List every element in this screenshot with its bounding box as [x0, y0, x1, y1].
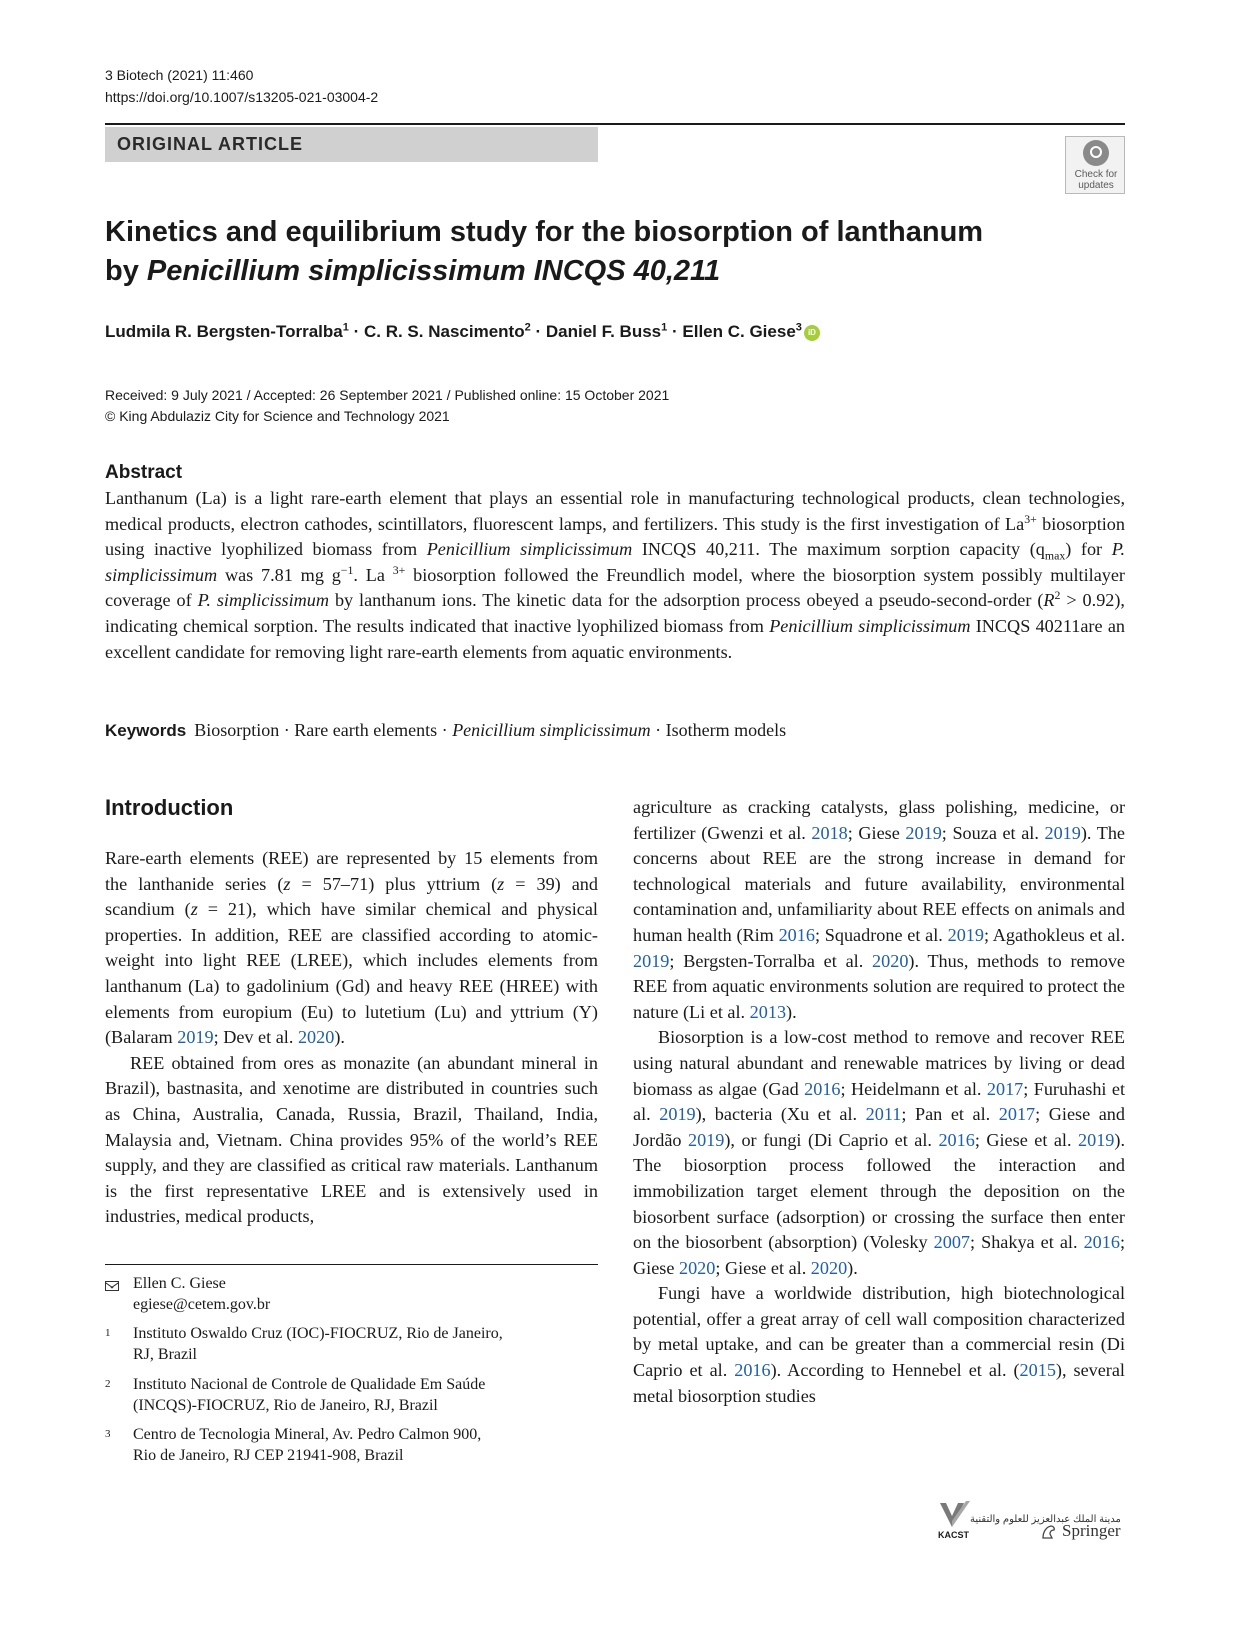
- abstract-body: Lanthanum (La) is a light rare-earth element that plays an essential role in manufacturing technological products, clean technologies, medical products, electron cathodes, scintillators, fluorescent lamps, and fertilizers. This study is the first investigation of $La^{3+}$ biosorption using inactive lyophilized biomass from Penicillium simplicissimum INCQS 40,211. The maximum sorption capacity $(q_{max})$ for P. simplicissimum was 7.81 mg $g^{-1}$. La $^{3+}$ biosorption followed the Freundlich model, where the biosorption system possibly multilayer coverage of P. simplicissimum by lanthanum ions. The kinetic data for the adsorption process obeyed a pseudo-second-order $(R^2 > 0.92)$, indicating chemical sorption. The results indicated that inactive lyophilized biomass from Penicillium simplicissimum INCQS 40211are an excellent candidate for removing light rare-earth elements from aquatic environments.: [105, 488, 1125, 662]
- copyright-line: © King Abdulaziz City for Science and Technology 2021: [105, 408, 450, 424]
- citation-link[interactable]: 2020: [872, 950, 909, 971]
- citation-link[interactable]: 2016: [1083, 1232, 1120, 1253]
- intro-paragraph-3: agriculture as cracking catalysts, glass polishing, medicine, or fertilizer (Gwenzi et al. 2018; Giese 2019; Souza et al. 2019). The concerns about REE are the strong increase in demand for technological materials and future availability, environmental contamination and, unfamiliarity about REE effects on animals and human health (Rim 2016; Squadrone et al. 2019; Agathokleus et al. 2019; Bergsten-Torralba et al. 2020). Thus, methods to remove REE from aquatic environments solution are required to protect the nature (Li et al. 2013).: [633, 797, 1125, 1022]
- citation-link[interactable]: 2007: [933, 1232, 970, 1253]
- keywords-label: Keywords: [105, 721, 187, 740]
- corresponding-email[interactable]: egiese@cetem.gov.br: [133, 1296, 271, 1313]
- check-for-updates-badge[interactable]: [1065, 136, 1125, 194]
- intro-column-right: [633, 795, 1125, 1409]
- citation-link[interactable]: 2019: [905, 822, 942, 843]
- publication-dates: [105, 385, 669, 427]
- citation-link[interactable]: 2016: [778, 924, 815, 945]
- citation-link[interactable]: 2018: [811, 822, 848, 843]
- intro-paragraph-2: REE obtained from ores as monazite (an abundant mineral in Brazil), bastnasita, and xenotime are distributed in countries such as China, Australia, Canada, Russia, Brazil, Thailand, India, Malaysia and, Vietnam. China provides 95% of the world’s REE supply, and they are classified as critical raw materials. Lanthanum is the first representative LREE and is extensively used in industries, medical products,: [105, 1052, 598, 1227]
- citation-link[interactable]: 2016: [734, 1360, 771, 1381]
- citation-link[interactable]: 2020: [678, 1257, 716, 1278]
- intro-paragraph-5: Fungi have a worldwide distribution, high biotechnological potential, offer a great array of cell wall composition characterized by metal uptake, and can be greater than a commercial resin (Di Caprio et al. 2016). According to Hennebel et al. (2015), several metal biosorption studies: [633, 1283, 1125, 1406]
- citation-link[interactable]: 2013: [749, 1001, 787, 1022]
- affiliation: 3 Centro de Tecnologia Mineral, Av. Pedro Calmon 900, Rio de Janeiro, RJ CEP 21941-908, Brazil: [105, 1426, 482, 1464]
- orcid-icon[interactable]: iD: [804, 325, 820, 341]
- citation-link[interactable]: 2019: [659, 1104, 696, 1125]
- kacst-arabic-name: مدينة الملك عبدالعزيز للعلوم والتقنية: [970, 1514, 1121, 1525]
- journal-meta: [105, 64, 378, 108]
- affiliation: 1 Instituto Oswaldo Cruz (IOC)-FIOCRUZ, Rio de Janeiro, RJ, Brazil: [105, 1325, 503, 1363]
- springer-horse-icon: [1040, 1523, 1058, 1541]
- check-updates-text-2: updates: [1078, 180, 1114, 191]
- title-species: Penicillium simplicissimum INCQS 40,211: [146, 255, 721, 287]
- citation-link[interactable]: 2011: [865, 1104, 902, 1125]
- intro-paragraph-4: Biosorption is a low-cost method to remove and recover REE using natural abundant and renewable matrices by living or dead biomass as algae (Gad 2016; Heidelmann et al. 2017; Furuhashi et al. 2019), bacteria (Xu et al. 2011; Pan et al. 2017; Giese and Jordão 2019), or fungi (Di Caprio et al. 2016; Giese et al. 2019). The biosorption process followed the interaction and immobilization target element through the deposition on the biosorbent surface (adsorption) or crossing the surface then enter on the biosorbent (absorption) (Volesky 2007; Shakya et al. 2016; Giese 2020; Giese et al. 2020).: [633, 1027, 1125, 1278]
- citation-link[interactable]: 2016: [938, 1129, 975, 1150]
- article-type-label: ORIGINAL ARTICLE: [117, 134, 303, 154]
- article-type-banner: [105, 127, 598, 162]
- intro-column-left: [105, 846, 598, 1230]
- author[interactable]: Daniel F. Buss: [545, 322, 662, 341]
- check-updates-icon: [1083, 140, 1109, 166]
- corresponding-author: [133, 1273, 270, 1315]
- author[interactable]: Ludmila R. Bergsten-Torralba: [105, 322, 343, 341]
- citation-link[interactable]: 2019: [1044, 822, 1081, 843]
- footnote-rule: [105, 1264, 598, 1265]
- citation-link[interactable]: 2020: [810, 1257, 848, 1278]
- springer-logo-text: Springer: [1062, 1521, 1121, 1540]
- keywords: Keywords Biosorption · Rare earth elements · Penicillium simplicissimum · Isotherm models: [105, 720, 787, 740]
- dates-line: Received: 9 July 2021 / Accepted: 26 September 2021 / Published online: 15 October 2021: [105, 387, 670, 403]
- author[interactable]: Ellen C. Giese: [682, 322, 796, 341]
- citation-link[interactable]: 2016: [804, 1078, 841, 1099]
- title-line-2: by Penicillium simplicissimum INCQS 40,211: [105, 255, 721, 287]
- corresponding-name: Ellen C. Giese: [133, 1275, 226, 1292]
- kacst-label: KACST: [938, 1530, 969, 1540]
- citation-link[interactable]: 2017: [998, 1104, 1036, 1125]
- doi-link[interactable]: https://doi.org/10.1007/s13205-021-03004-2: [105, 89, 379, 105]
- citation-link[interactable]: 2019: [633, 950, 670, 971]
- abstract-heading: Abstract: [105, 462, 183, 483]
- citation-link[interactable]: 2015: [1019, 1360, 1056, 1381]
- check-updates-text-1: Check for: [1074, 169, 1118, 180]
- author-list: Ludmila R. Bergsten-Torralba$^1$ · C. R. S. Nascimento$^2$ · Daniel F. Buss$^1$ · Ellen C. Giese$^3$ iD: [105, 322, 820, 342]
- author[interactable]: C. R. S. Nascimento: [363, 322, 525, 341]
- article-title: [105, 213, 1105, 291]
- citation-link[interactable]: 2019: [1078, 1129, 1115, 1150]
- citation-link[interactable]: 2019: [947, 924, 984, 945]
- title-line-1: Kinetics and equilibrium study for the biosorption of lanthanum: [105, 216, 984, 248]
- email-icon: [105, 1281, 119, 1291]
- journal-citation: 3 Biotech (2021) 11:460: [105, 67, 254, 83]
- affiliation: 2 Instituto Nacional de Controle de Qualidade Em Saúde (INCQS)-FIOCRUZ, Rio de Janeiro, RJ, Brazil: [105, 1376, 486, 1414]
- citation-link[interactable]: 2019: [177, 1027, 214, 1048]
- citation-link[interactable]: 2019: [687, 1129, 725, 1150]
- introduction-heading: Introduction: [105, 795, 234, 820]
- citation-link[interactable]: 2020: [297, 1027, 335, 1048]
- header-rule: [105, 123, 1125, 125]
- citation-link[interactable]: 2017: [986, 1078, 1024, 1099]
- intro-paragraph-1: Rare-earth elements (REE) are represented by 15 elements from the lanthanide series (z = 57–71) plus yttrium (z = 39) and scandium (z = 21), which have similar chemical and physical properties. In addition, REE are classified according to atomic-weight into light REE (LREE), which includes elements from lanthanum (La) to gadolinium (Gd) and heavy REE (HREE) with elements from europium (Eu) to lutetium (Lu) and yttrium (Y) (Balaram 2019; Dev et al. 2020).: [105, 848, 598, 1048]
